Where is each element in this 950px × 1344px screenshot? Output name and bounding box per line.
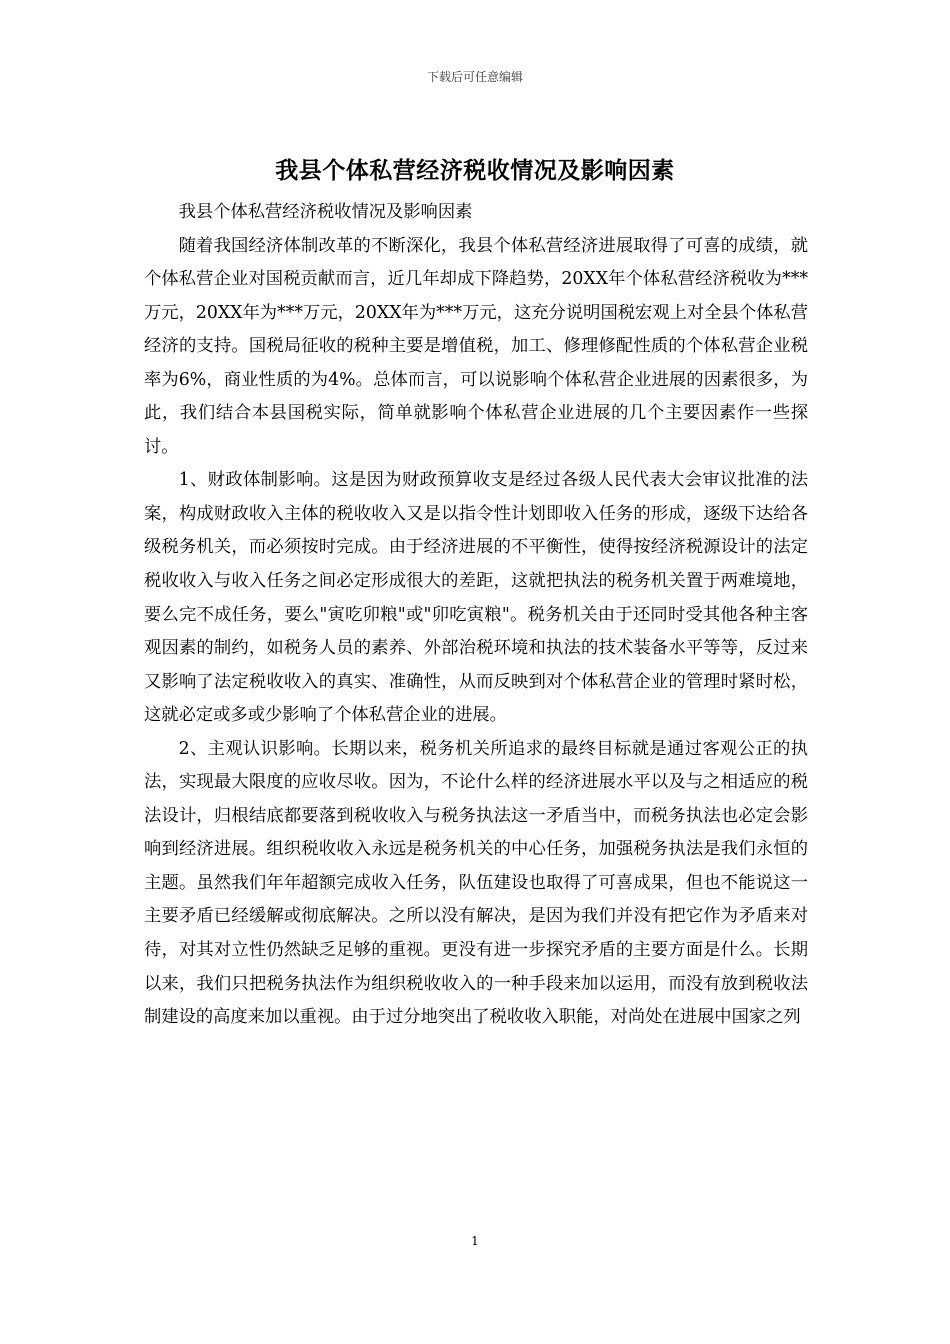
- subtitle-paragraph: 我县个体私营经济税收情况及影响因素: [178, 202, 473, 222]
- section-2-paragraph: 2、主观认识影响。长期以来，税务机关所追求的最终目标就是通过客观公正的执法，实现最大限度的应收尽收。因为，不论什么样的经济进展水平以及与之相适应的税法设计，归根结底都要落到税收收入与税务执法这一矛盾当中，而税务执法也必定会影响到经济进展。组织税收收入永远是税务机关的中心任务，加强税务执法是我们永恒的主题。虽然我们年年超额完成收入任务，队伍建设也取得了可喜成果，但也不能说这一主要矛盾已经缓解或彻底解决。之所以没有解决，是因为我们并没有把它作为矛盾来对待，对其对立性仍然缺乏足够的重视。更没有进一步探究矛盾的主要方面是什么。长期以来，我们只把税务执法作为组织税收收入的一种手段来加以运用，而没有放到税收法制建设的高度来加以重视。由于过分地突出了税收收入职能，对尚处在进展中国家之列: [144, 738, 808, 1028]
- page-number: 1: [471, 1234, 479, 1248]
- section-1-paragraph: 1、财政体制影响。这是因为财政预算收支是经过各级人民代表大会审议批准的法案，构成财政收入主体的税收收入又是以指令性计划即收入任务的形成，逐级下达给各级税务机关，而必须按时完成。由于经济进展的不平衡性，使得按经济税源设计的法定税收收入与收入任务之间必定形成很大的差距，这就把执法的税务机关置于两难境地，要么完不成任务，要么"寅吃卯粮"或"卯吃寅粮"。税务机关由于还同时受其他各种主客观因素的制约，如税务人员的素养、外部治税环境和执法的技术装备水平等等，反过来又影响了法定税收收入的真实、准确性，从而反映到对个体私营企业的管理时紧时松，这就必定或多或少影响了个体私营企业的进展。: [144, 470, 808, 726]
- document-title: 我县个体私营经济税收情况及影响因素: [275, 157, 675, 184]
- document-body: [144, 196, 808, 1035]
- page-header: 下载后可任意编辑: [426, 70, 523, 84]
- intro-paragraph: 随着我国经济体制改革的不断深化，我县个体私营经济进展取得了可喜的成绩，就个体私营企业对国税贡献而言，近几年却成下降趋势，20XX年个体私营经济税收为***万元，20XX年为***万元，20XX年为***万元，这充分说明国税宏观上对全县个体私营经济的支持。国税局征收的税种主要是增值税，加工、修理修配性质的个体私营企业税率为6%，商业性质的为4%。总体而言，可以说影响个体私营企业进展的因素很多，为此，我们结合本县国税实际，简单就影响个体私营企业进展的几个主要因素作一些探讨。: [144, 235, 808, 457]
